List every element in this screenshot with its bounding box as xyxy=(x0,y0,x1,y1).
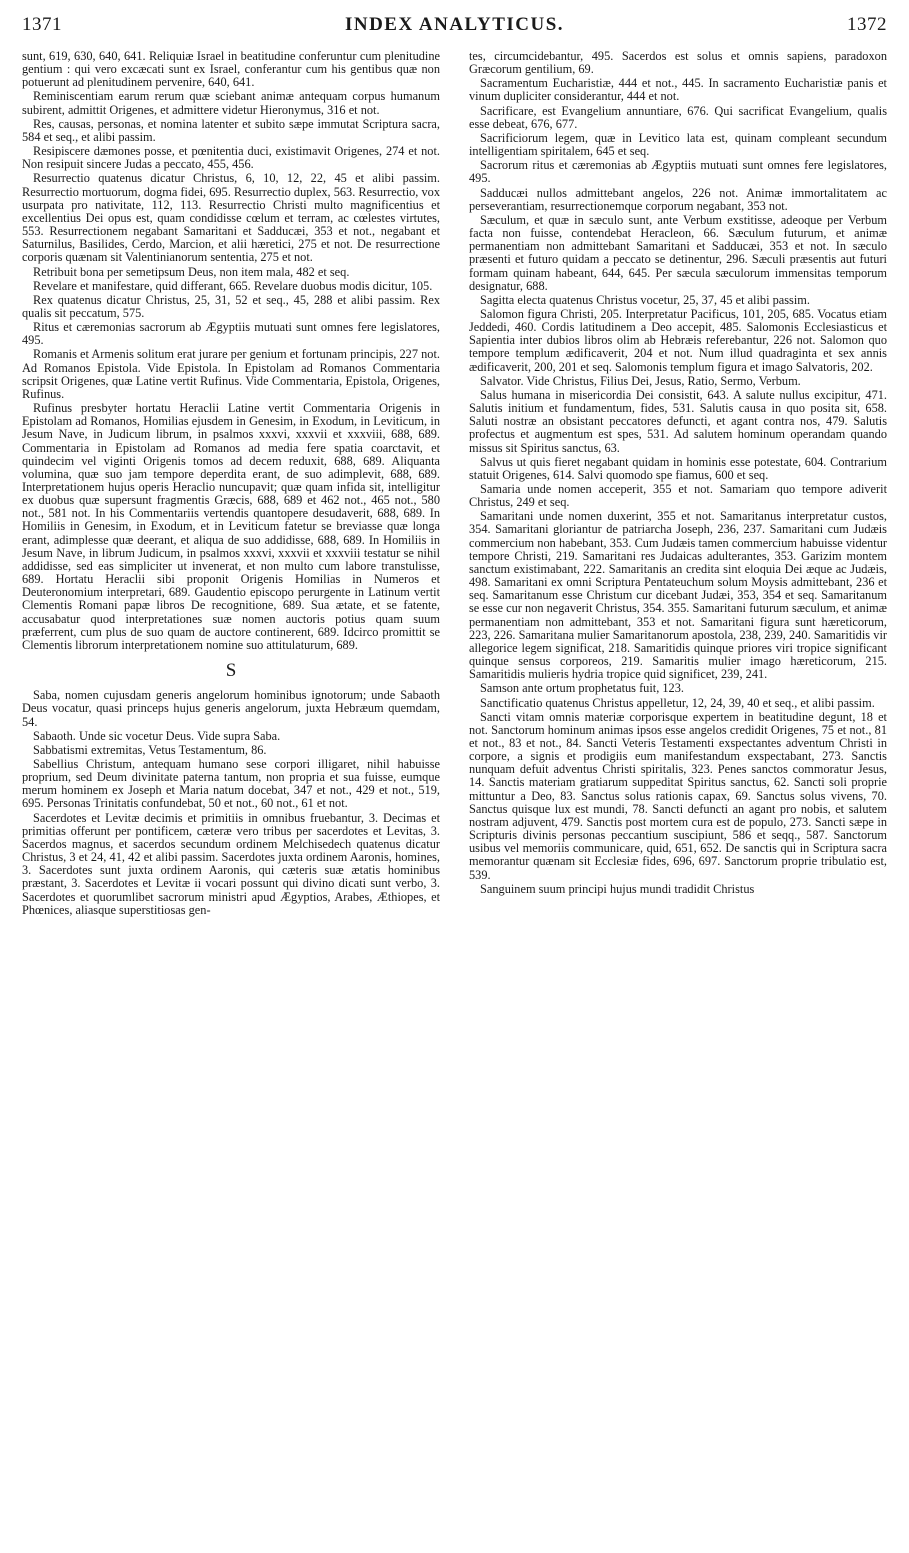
index-entry: Sanguinem suum principi hujus mundi tradidit Christus xyxy=(480,881,755,896)
index-entry: Sancti vitam omnis materiæ corporisque expertem in beatitudine degunt, 18 et not. Sanctorum hominum animas ipsos esse angelos credidit Origenes, 75 et not., 81 et not., 83 et not., 84. Sancti Veteris Testamenti exspectantes adventum Christi in corpore, a signis et prodigiis eum manifestandum exspectabant, 273. Sanctis nunquam defuit adventus Christi spiritalis, 323. Penes sanctos commoratur Jesus, 14. Sanctis materiam gratiarum suppeditat Spiritus sanctus, 62. Sancti soli proprie mittuntur a Deo, 83. Sanctus solus rationis capax, 69. Sanctus solus vivens, 70. Sanctus quisque lux est mundi, 78. Sancti defuncti an agant pro nobis, et salutem nostram adjuvent, 479. Sanctis post mortem cura est de populo, 273. Sancti sæpe in Scripturis divinis personas peccantium suscipiunt, 586 et seqq., 587. Sanctorum usibus vel memoriis communicare, quid, 651, 652. De sanctis qui in Scriptura sacra memorantur quænam sit Ecclesiæ fides, 696, 697. Sanctorum proprie tribulatio est, 539. xyxy=(469,709,887,882)
index-entry: Resipiscere dæmones posse, et pœnitentia duci, existimavit Origenes, 274 et not. Non resipuit sincere Judas a peccato, 455, 456. xyxy=(22,144,440,172)
right-page-number: 1372 xyxy=(846,14,887,35)
index-entry: Sacrificiorum legem, quæ in Levitico lata est, quinam compleant secundum intelligentiam spiritalem, 645 et seq. xyxy=(469,130,887,159)
index-entry: Romanis et Armenis solitum erat jurare per genium et fortunam principis, 227 not. Ad Romanos Epistola. Vide Epistola. In Epistolam ad Romanos Commentaria scripsit Origenes, quæ Latine vertit Rufinus. Vide Commentaria, Epistola, Origenes, Rufinus. xyxy=(22,347,440,401)
index-entry: Resurrectio quatenus dicatur Christus, 6, 10, 12, 22, 45 et alibi passim. Resurrectio mortuorum, dogma fidei, 695. Resurrectio duplex, 563. Resurrectio, vox usurpata pro nativitate, 112, 113. Resurrectio Christi multo magnificentius et excellentius Dei opus est, quam condidisse cœlum et terram, ac cœlestes virtutes, 553. Resurrectionem negabant Samaritani et Sadducæi, 353 et not., negabant et Saturnilus, Basilides, Cerdo, Marcion, et alii hæretici, 275 et not. De resurrectione corporis quænam sit Valentinianorum sententia, 275 et not. xyxy=(22,171,440,265)
index-entry: Samson ante ortum prophetatus fuit, 123. xyxy=(480,681,684,696)
index-entry: Rufinus presbyter hortatu Heraclii Latine vertit Commentaria Origenis in Epistolam ad Romanos, Homilias ejusdem in Genesim, in Exodum, in Leviticum, in Jesum Nave, in Judicum librum, in psalmos xxxvi, xxxvii et xxxviii, 688, 689. Commentaria in Epistolam ad Romanos ad media fere spatia coarctavit, et quindecim vel viginti Origenis tomos ad decem reduxit, 688, 689. Aliquanta volumina, quæ suo jam tempore deperdita erant, de suo adimplevit, 688, 689. Interpretationem hujus operis Heraclio nuncupavit; quæ quam infida sit, intelligitur ex duobus quæ supersunt fragmentis Græcis, 688, 689 et 462 not., 465 not., 580 not., 581 not. In his Commentariis vertendis quantopere desudaverit, 688, 689. In Homiliis in Genesim, in Exodum, et in Leviticum fatetur se breviasse quæ longa erant, adimplesse quæ deerant, et aliqua de suo addidisse, 688, 689. In Homiliis in Jesum Nave, in librum Judicum, in psalmos xxxvi, xxxvii et xxxviii testatur se nihil addidisse, sed eas simpliciter ut invenerat, et non multo cum labore transtulisse, 689. Hortatu Heraclii sibi proponit Origenis Homilias in Numeros et Deuteronomium interpretari, 689. Gaudentio episcopo perurgente in Latinum vertit Clementis Romani papæ libros De recognitione, 689. Sua ætate, et se fatente, accusabatur quod interpretationes suæ nomen auctoris potius quam suum præferrent, cum plus de suo quam de auctore continerent, 689. Idcirco promittit se Clementis librorum interpretationem nomine suo attitulaturum, 689. xyxy=(22,401,440,652)
index-entry: Sacrorum ritus et cæremonias ab Ægyptiis mutuati sunt omnes fere legislatores, 495. xyxy=(469,158,887,186)
right-column xyxy=(469,50,887,918)
index-entry: sunt, 619, 630, 640, 641. Reliquiæ Israel in beatitudine conferuntur cum plenitudine gentium : qui vero excæcati sunt ex Israel, conferantur cum his gentibus quæ non potuerunt ad plenitudinem pervenire, 640, 641. xyxy=(22,49,440,90)
index-entry: Salus humana in misericordia Dei consistit, 643. A salute nullus excipitur, 471. Salutis initium et fundamentum, fides, 531. Salutis causa in quo posita sit, 658. Saluti nostræ an obsistant peccatores defuncti, et agant contra nos, 479. Salutis profectus et augmentum est spes, 531. Ad salutem hominum operandam quando missus sit Spiritus sanctus, 63. xyxy=(469,387,887,455)
index-entry: Salvus ut quis fieret negabant quidam in hominis esse potestate, 604. Contrarium statuit Origenes, 614. Salvi quomodo spe fiamus, 600 et seq. xyxy=(469,454,887,482)
index-entry: Sadducæi nullos admittebant angelos, 226 not. Animæ immortalitatem ac perseverantiam, resurrectionemque corporum negabant, 353 not. xyxy=(469,185,887,213)
page-header xyxy=(22,14,887,48)
index-entry: Salvator. Vide Christus, Filius Dei, Jesus, Ratio, Sermo, Verbum. xyxy=(480,373,801,388)
index-entry: Revelare et manifestare, quid differant, 665. Revelare duobus modis dicitur, 105. xyxy=(33,278,433,293)
index-entry: Sanctificatio quatenus Christus appelletur, 12, 24, 39, 40 et seq., et alibi passim. xyxy=(480,695,875,710)
index-entry: Rex quatenus dicatur Christus, 25, 31, 52 et seq., 45, 288 et alibi passim. Rex qualis sit peccatum, 575. xyxy=(22,292,440,320)
index-entry: Sacrificare, est Evangelium annuntiare, 676. Qui sacrificat Evangelium, qualis esse debeat, 676, 677. xyxy=(469,103,887,131)
index-entry: Sabellius Christum, antequam humano sese corpori illigaret, nihil habuisse proprium, sed Deum divinitate paterna tantum, non propria et sua fuisse, eumque merum hominem ex Joseph et Maria natum docebat, 347 et not., 429 et not., 519, 695. Personas Trinitatis confundebat, 50 et not., 60 not., 61 et not. xyxy=(22,756,440,811)
left-column xyxy=(22,50,440,918)
index-entry: Sacramentum Eucharistiæ, 444 et not., 445. In sacramento Eucharistiæ panis et vinum dupliciter considerantur, 444 et not. xyxy=(469,76,887,104)
index-entry: Salomon figura Christi, 205. Interpretatur Pacificus, 101, 205, 685. Vocatus etiam Jeddedi, 460. Cordis latitudinem a Deo accepit, 485. Salomonis Ecclesiasticus et Sapientia inter dubios libros olim ab Hebræis referebantur, 226 not. Salomon quo tempore templum ædificaverit, 204 et not. Num illud quadraginta et sex annis ædificaverit, 200, 201 et seq. Salomonis templum figura et imago Salvatoris, 202. xyxy=(469,306,887,374)
index-entry: Sæculum, et quæ in sæculo sunt, ante Verbum exstitisse, adeoque per Verbum facta non fuisse, contendebat Heracleon, 66. Sæculum futurum, et animæ permanentiam non admittebant Samaritani et Sadducæi, 353 et not. In sæculo præsenti et futuro quidam a peccato se detinentur, 296. Sæculi præsentis aut futuri formam quinam habeant, 644, 645. Per sæcula sæculorum immensitas temporum designatur, 688. xyxy=(469,212,887,293)
running-title: INDEX ANALYTICUS. xyxy=(344,14,565,35)
section-letter: S xyxy=(225,660,237,682)
index-entry: Retribuit bona per semetipsum Deus, non item mala, 482 et seq. xyxy=(33,264,350,279)
index-entry: Sagitta electa quatenus Christus vocetur, 25, 37, 45 et alibi passim. xyxy=(480,292,810,307)
index-entry: Sabbatismi extremitas, Vetus Testamentum, 86. xyxy=(33,742,267,757)
index-entry: Res, causas, personas, et nomina latenter et subito sæpe immutat Scriptura sacra, 584 et seq., et alibi passim. xyxy=(22,116,440,144)
index-entry: tes, circumcidebantur, 495. Sacerdos est solus et omnis sapiens, paradoxon Græcorum gentilium, 69. xyxy=(469,49,887,77)
index-entry: Sabaoth. Unde sic vocetur Deus. Vide supra Saba. xyxy=(33,728,281,743)
index-entry: Samaritani unde nomen duxerint, 355 et not. Samaritanus interpretatur custos, 354. Samaritani gloriantur de patriarcha Joseph, 236, 237. Samaritani cum Judæis commercium non habebant, 353. Cum Judæis tamen commercium habuisse videntur tempore Christi, 219. Samaritani res Judaicas adulterantes, 353. Garizim montem sanctum existimabant, 222. Samaritanis an credita sint eloquia Dei æque ac Judæis, 498. Samaritani ex omni Scriptura Pentateuchum solum Moysis admittebant, 236 et seq. Samaritanum esse Christum cur dicebant Judæi, 353, 354 et seq. Samaritanum se esse cur non negaverit Christus, 354. 355. Samaritani futurum sæculum, et animæ permanentiam non admittebant, 353 et not. Samaritani figura sunt hæreticorum, 223, 226. Samaritana mulier Samaritanorum apostola, 238, 239, 240. Samaritidis vir allegorice legem significat, 218. Samaritidis quinque priores viri tropice significant quinque sensus corporeos, 219. Samaritis mulier imago hæreticorum, 215. Samaritidis mulieris hydria tropice quid significet, 239, 241. xyxy=(469,509,887,682)
left-page-number: 1371 xyxy=(22,14,62,35)
index-entry: Reminiscentiam earum rerum quæ sciebant animæ antequam corpus humanum subirent, admittit Origenes, et admittere videtur Hieronymus, 316 et not. xyxy=(22,89,440,117)
index-entry: Samaria unde nomen acceperit, 355 et not. Samariam quo tempore adiverit Christus, 249 et seq. xyxy=(469,482,887,510)
index-columns xyxy=(22,50,887,918)
index-entry: Ritus et cæremonias sacrorum ab Ægyptiis mutuati sunt omnes fere legislatores, 495. xyxy=(22,320,440,348)
index-entry: Sacerdotes et Levitæ decimis et primitiis in omnibus fruebantur, 3. Decimas et primitias offerunt per pontificem, cæteræ vero tribus per sacerdotes et Levitas, 3. Sacerdos magnus, et sacerdos secundum ordinem Melchisedech quatenus dicatur Christus, 3 et 24, 41, 42 et alibi passim. Sacerdotes juxta ordinem Aaronis, homines, 3. Sacerdotes sunt juxta ordinem Aaronis, qui cæteris suæ ætatis hominibus præstant, 3. Sacerdotes et Levitæ ii vocari possunt qui divino dicati sunt verbo, 3. Sacerdotes et quorumlibet sacrorum ministri apud Ægyptios, Arabes, Æthiopes, et Phœnices, aliasque superstitiosas gen- xyxy=(22,810,440,917)
index-entry: Saba, nomen cujusdam generis angelorum hominibus ignotorum; unde Sabaoth Deus vocatur, quasi princeps hujus generis angelorum, juxta Hebræum quemdam, 54. xyxy=(22,688,440,729)
